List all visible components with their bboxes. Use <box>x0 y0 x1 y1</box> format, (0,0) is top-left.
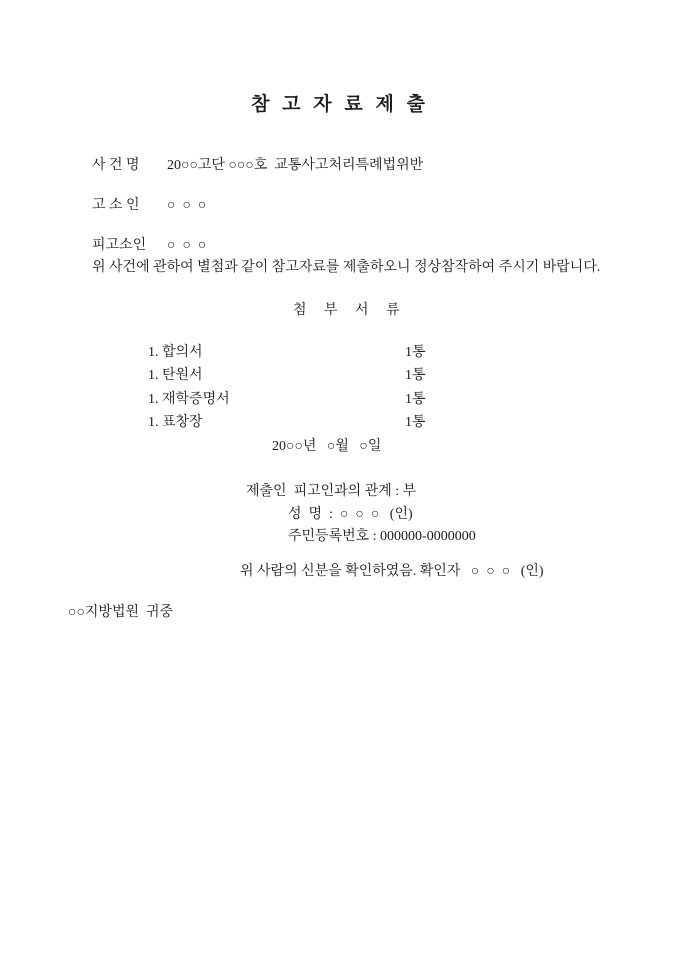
attachment-count: 1통 <box>405 415 426 430</box>
attachments-heading: 첨 부 서 류 <box>293 303 407 318</box>
case-name-label: 사 건 명 <box>92 158 140 173</box>
page-title: 참 고 자 료 제 출 <box>251 94 429 115</box>
submitter-relation-line: 제출인 피고인과의 관계 : 부 <box>246 484 417 499</box>
attachment-name: 1. 표창장 <box>148 415 203 430</box>
body-paragraph: 위 사건에 관하여 별첨과 같이 참고자료를 제출하오니 정상참작하여 주시기 바랍니다. <box>92 260 601 275</box>
attachment-name: 1. 재학증명서 <box>148 392 230 407</box>
attachment-count: 1통 <box>405 392 426 407</box>
attachment-row <box>0 341 680 358</box>
verification-line: 위 사람의 신분을 확인하였음. 확인자 ○ ○ ○ (인) <box>240 564 544 579</box>
case-name-value: 20○○고단 ○○○호 교통사고처리특례법위반 <box>167 158 424 173</box>
submitter-id-line: 주민등록번호 : 000000-0000000 <box>288 529 476 544</box>
submitter-name-line: 성 명 : ○ ○ ○ (인) <box>288 507 413 522</box>
complainant-value: ○ ○ ○ <box>167 198 207 213</box>
attachment-count: 1통 <box>405 368 426 383</box>
defendant-value: ○ ○ ○ <box>167 238 207 253</box>
date-line: 20○○년 ○월 ○일 <box>272 439 382 454</box>
attachment-row <box>0 388 680 405</box>
attachment-count: 1통 <box>405 345 426 360</box>
attachment-name: 1. 탄원서 <box>148 368 203 383</box>
attachment-name: 1. 합의서 <box>148 345 203 360</box>
defendant-label: 피고소인 <box>92 238 147 253</box>
complainant-label: 고 소 인 <box>92 198 140 213</box>
attachment-row <box>0 411 680 428</box>
attachment-row <box>0 364 680 381</box>
court-line: ○○지방법원 귀중 <box>68 605 174 620</box>
